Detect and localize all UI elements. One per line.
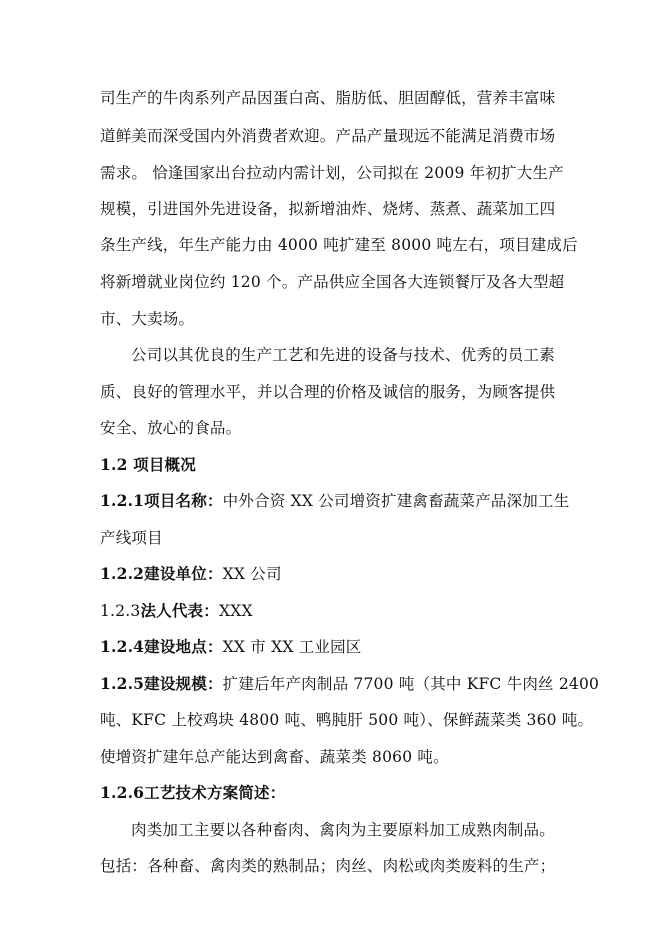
item-label: 建设规模 (144, 674, 207, 693)
company-line-2: 质、良好的管理水平，并以合理的价格及诚信的服务，为顾客提供 (100, 383, 556, 401)
item-label: 建设地点 (144, 637, 207, 656)
item-colon: ： (206, 564, 223, 583)
company-line-1: 公司以其优良的生产工艺和先进的设备与技术、优秀的员工素 (131, 346, 555, 364)
item-construction-unit (100, 564, 570, 584)
item-process (100, 783, 570, 803)
item-value: XXX (218, 602, 253, 620)
item-project-name (100, 491, 570, 511)
item-label: 项目名称 (144, 491, 207, 510)
intro-line-1: 司生产的牛肉系列产品因蛋白高、脂肪低、胆固醇低，营养丰富味 (100, 89, 556, 107)
item-label: 法人代表 (140, 601, 204, 620)
intro-line-5: 条生产线，年生产能力由 4000 吨扩建至 8000 吨左右，项目建成后 (100, 236, 578, 254)
item-number: 1.2.4 (100, 637, 145, 656)
item-number: 1.2.6 (100, 783, 145, 802)
item-number: 1.2.2 (100, 564, 145, 583)
intro-line-7: 市、大卖场。 (100, 310, 195, 328)
item-colon: ： (206, 674, 223, 693)
item-number: 1.2.3 (100, 602, 141, 620)
process-line-1: 肉类加工主要以各种畜肉、禽肉为主要原料加工成熟肉制品。 (131, 821, 555, 839)
item-colon: ： (203, 601, 219, 620)
item-value: 中外合资 XX 公司增资扩建禽畜蔬菜产品深加工生 (222, 492, 570, 510)
item-location (100, 637, 570, 657)
item-number: 1.2.5 (100, 674, 145, 693)
item-colon: ： (269, 783, 286, 802)
item-label: 建设单位 (144, 564, 207, 583)
item-project-name-cont: 产线项目 (100, 529, 163, 547)
intro-line-2: 道鲜美而深受国内外消费者欢迎。产品产量现远不能满足消费市场 (100, 127, 556, 145)
item-value: XX 公司 (222, 565, 282, 583)
item-value: 扩建后年产肉制品 7700 吨（其中 KFC 牛肉丝 2400 (222, 675, 600, 693)
item-scale (100, 674, 600, 694)
item-number: 1.2.1 (100, 491, 145, 510)
section-heading: 1.2 项目概况 (100, 455, 196, 474)
item-scale-cont-1: 吨、KFC 上校鸡块 4800 吨、鸭肫肝 500 吨）、保鲜蔬菜类 360 吨。 (100, 711, 594, 729)
item-label: 工艺技术方案简述 (144, 783, 270, 802)
item-value: XX 市 XX 工业园区 (222, 638, 362, 656)
item-colon: ： (206, 637, 223, 656)
item-legal-rep (100, 601, 570, 621)
intro-line-4: 规模，引进国外先进设备，拟新增油炸、烧烤、蒸煮、蔬菜加工四 (100, 200, 556, 218)
item-scale-cont-2: 使增资扩建年总产能达到禽畜、蔬菜类 8060 吨。 (100, 748, 449, 766)
item-colon: ： (206, 491, 223, 510)
intro-line-6: 将新增就业岗位约 120 个。产品供应全国各大连锁餐厅及各大型超 (100, 273, 565, 291)
intro-line-3: 需求。 恰逢国家出台拉动内需计划，公司拟在 2009 年初扩大生产 (100, 164, 564, 182)
company-line-3: 安全、放心的食品。 (100, 419, 242, 437)
process-line-2: 包括：各种畜、禽肉类的熟制品；肉丝、肉松或肉类废料的生产； (100, 857, 556, 875)
